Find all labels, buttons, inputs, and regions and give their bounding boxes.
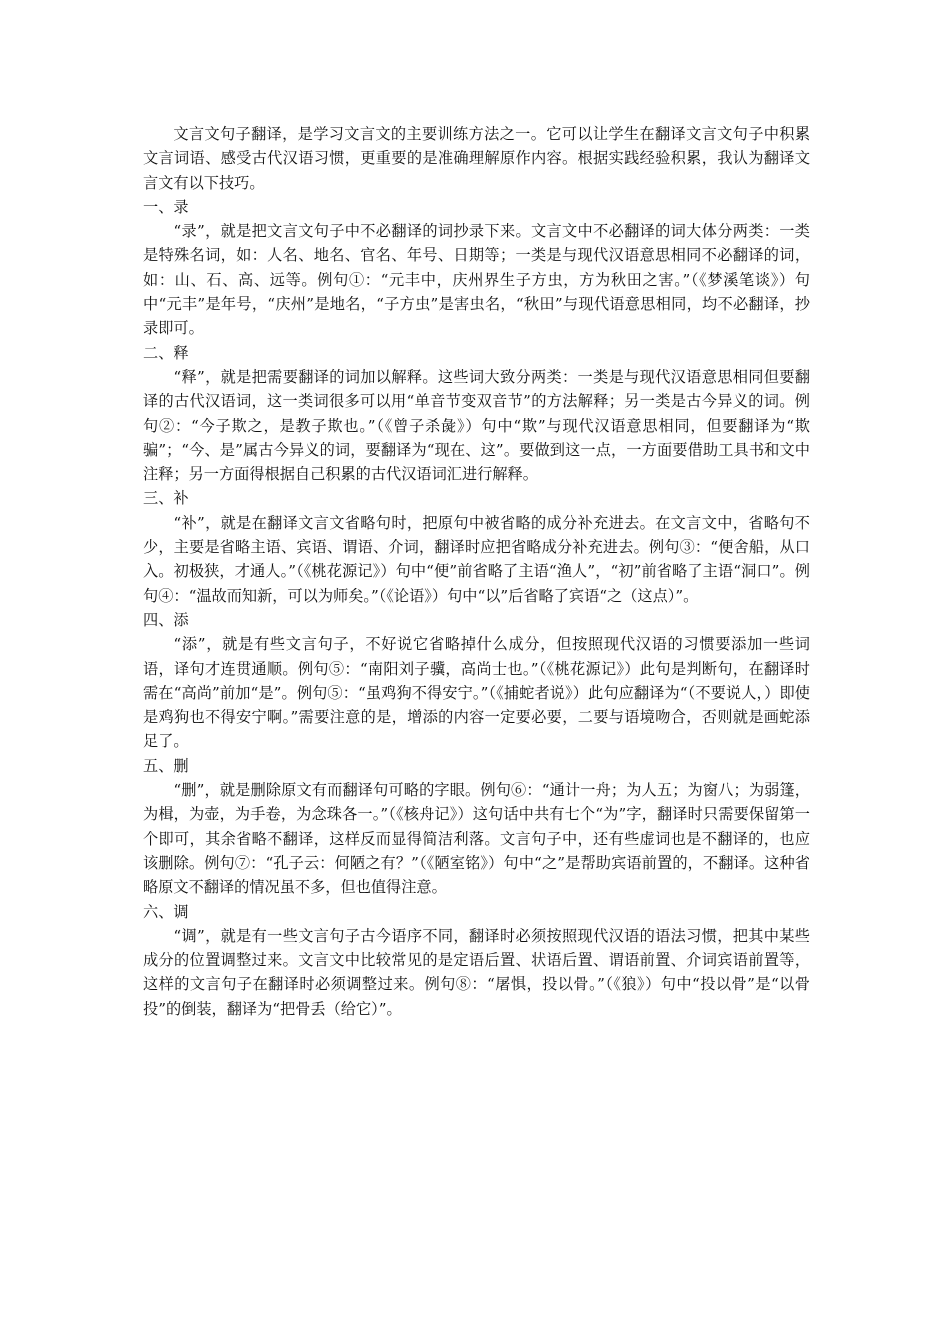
section-heading-shan: 五、删	[143, 756, 189, 775]
section-heading-bu: 三、补	[143, 489, 189, 508]
section-body-tiao: “调”，就是有一些文言句子古今语序不同，翻译时必须按照现代汉语的语法习惯，把其中某些成分的位置调整过来。文言文中比较常见的是定语后置、状语后置、谓语前置、介词宾语前置等，这样的文言句子在翻译时必须调整过来。例句⑧：“屠惧，投以骨。”（《狼》）句中“投以骨”是“以骨投”的倒装，翻译为“把骨丢（给它）”。	[143, 926, 810, 1018]
section-heading-tian: 四、添	[143, 610, 189, 629]
section-heading-lu: 一、录	[143, 197, 189, 216]
section-body-shan: “删”，就是删除原文有而翻译句可略的字眼。例句⑥：“通计一舟；为人五；为窗八；为弱篷，为楫，为壶，为手卷，为念珠各一。”（《核舟记》）这句话中共有七个“为”字，翻译时只需要保留第一个即可，其余省略不翻译，这样反而显得简洁利落。文言句子中，还有些虚词也是不翻译的，也应该删除。例句⑦：“孔子云：何陋之有？”（《陋室铭》）句中“之”是帮助宾语前置的，不翻译。这种省略原文不翻译的情况虽不多，但也值得注意。	[143, 781, 810, 897]
section-body-tian: “添”，就是有些文言句子，不好说它省略掉什么成分，但按照现代汉语的习惯要添加一些词语，译句才连贯通顺。例句⑤：“南阳刘子骥，高尚士也。”（《桃花源记》）此句是判断句，在翻译时需在“高尚”前加“是”。例句⑤：“虽鸡狗不得安宁。”（《捕蛇者说》）此句应翻译为“（不要说人，）即使是鸡狗也不得安宁啊。”需要注意的是，增添的内容一定要必要，二要与语境吻合，否则就是画蛇添足了。	[143, 635, 810, 751]
section-body-bu: “补”，就是在翻译文言文省略句时，把原句中被省略的成分补充进去。在文言文中，省略句不少，主要是省略主语、宾语、谓语、介词，翻译时应把省略成分补充进去。例句③：“便舍船，从口入。初极狭，才通人。”（《桃花源记》）句中“便”前省略了主语“渔人”，“初”前省略了主语“洞口”。例句④：“温故而知新，可以为师矣。”（《论语》）句中“以”后省略了宾语“之（这点）”。	[143, 513, 810, 605]
section-heading-tiao: 六、调	[143, 902, 189, 921]
section-body-shi: “释”，就是把需要翻译的词加以解释。这些词大致分两类：一类是与现代汉语意思相同但要翻译的古代汉语词，这一类词很多可以用“单音节变双音节”的方法解释；另一类是古今异义的词。例句②：“今子欺之，是教子欺也。”（《曾子杀彘》）句中“欺”与现代汉语意思相同，但要翻译为“欺骗”；“今、是”属古今异义的词，要翻译为“现在、这”。要做到这一点，一方面要借助工具书和文中注释；另一方面得根据自己积累的古代汉语词汇进行解释。	[143, 367, 810, 484]
intro-paragraph: 文言文句子翻译，是学习文言文的主要训练方法之一。它可以让学生在翻译文言文句子中积累文言词语、感受古代汉语习惯，更重要的是准确理解原作内容。根据实践经验积累，我认为翻译文言文有以下技巧。	[143, 125, 810, 192]
document-body	[143, 122, 810, 1021]
section-body-lu: “录”，就是把文言文句子中不必翻译的词抄录下来。文言文中不必翻译的词大体分两类：一类是特殊名词，如：人名、地名、官名、年号、日期等；一类是与现代汉语意思相同不必翻译的词，如：山、石、高、远等。例句①：“元丰中，庆州界生子方虫，方为秋田之害。”（《梦溪笔谈》）句中“元丰”是年号，“庆州”是地名，“子方虫”是害虫名，“秋田”与现代语意思相同，均不必翻译，抄录即可。	[143, 222, 810, 338]
section-heading-shi: 二、释	[143, 343, 189, 362]
